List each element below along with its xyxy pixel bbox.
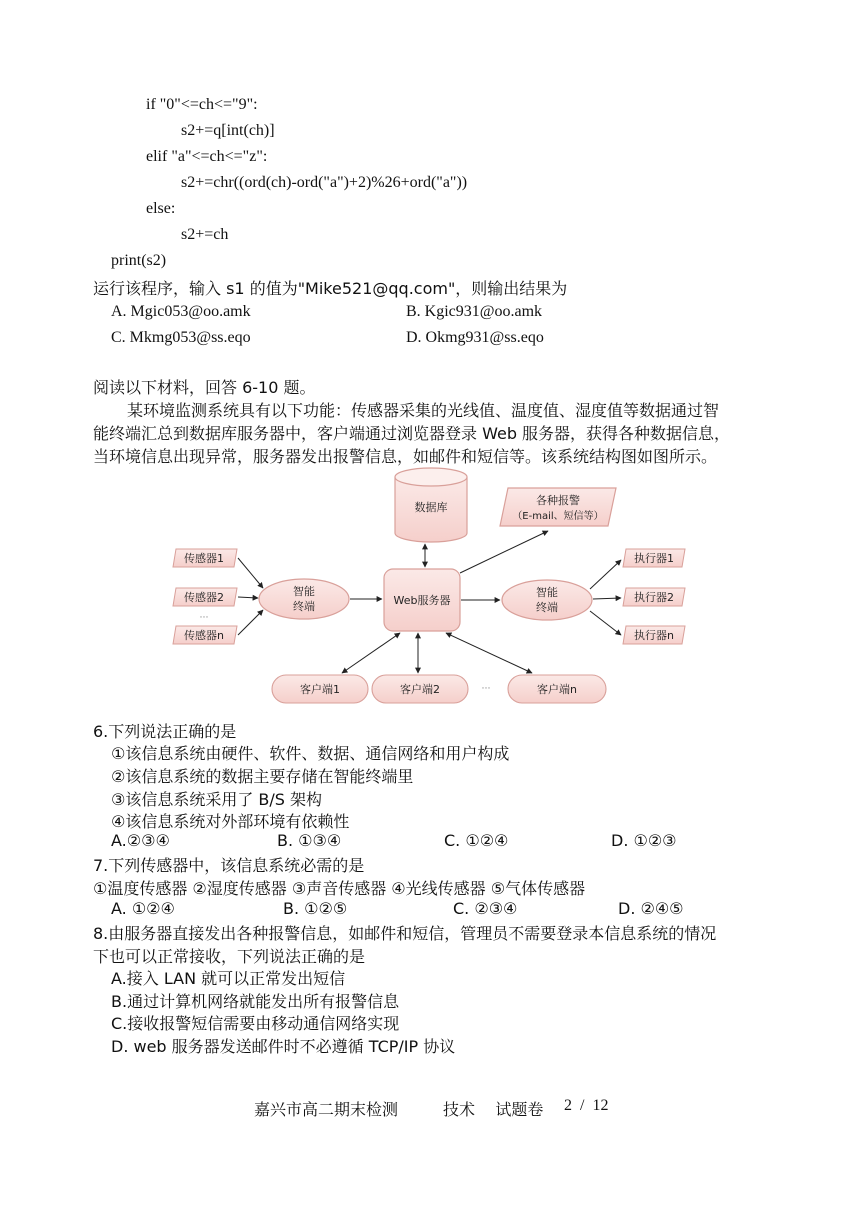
svg-text:执行器n: 执行器n — [634, 629, 674, 642]
material-line: 某环境监测系统具有以下功能：传感器采集的光线值、温度值、湿度值等数据通过智 — [127, 401, 720, 420]
q7-option-c: C. ②③④ — [453, 899, 518, 918]
sensor-node — [173, 549, 237, 567]
q8-stem: 下也可以正常接收，下列说法正确的是 — [93, 947, 366, 966]
q5-option-d: D. Okmg931@ss.eqo — [406, 329, 544, 346]
q8-option-b: B.通过计算机网络就能发出所有报警信息 — [111, 992, 400, 1011]
svg-text:智能: 智能 — [536, 586, 558, 599]
code-line: print(s2) — [111, 252, 167, 269]
svg-text:传感器n: 传感器n — [184, 629, 224, 642]
code-line: if "0"<=ch<="9": — [146, 96, 258, 113]
q6-option-c: C. ①②④ — [444, 831, 509, 850]
q7-option-d: D. ②④⑤ — [618, 899, 684, 918]
q5-stem: 运行该程序，输入 s1 的值为"Mike521@qq.com"，则输出结果为 — [93, 279, 568, 298]
q7-stem: 7.下列传感器中，该信息系统必需的是 — [93, 856, 365, 875]
footer-subject: 技术 试题卷 — [443, 1100, 544, 1119]
client-node — [272, 675, 368, 703]
footer-title: 嘉兴市高二期末检测 — [254, 1100, 399, 1119]
q5-option-a: A. Mgic053@oo.amk — [111, 303, 251, 320]
database-label: 数据库 — [414, 501, 448, 514]
code-line: else: — [146, 200, 176, 217]
code-line: s2+=ch — [181, 226, 229, 243]
q7-items: ①温度传感器 ②湿度传感器 ③声音传感器 ④光线传感器 ⑤气体传感器 — [93, 879, 586, 898]
actuator-node — [623, 549, 685, 567]
actuator-node — [623, 588, 685, 606]
sensor-node — [173, 626, 237, 644]
q6-item: ②该信息系统的数据主要存储在智能终端里 — [111, 767, 414, 786]
client-ellipsis: ··· — [481, 683, 491, 693]
alarm-sublabel: （E-mail、短信等） — [512, 511, 604, 522]
svg-text:传感器2: 传感器2 — [184, 591, 224, 604]
q6-item: ③该信息系统采用了 B/S 架构 — [111, 790, 323, 809]
q8-option-d: D. web 服务器发送邮件时不必遵循 TCP/IP 协议 — [111, 1037, 456, 1056]
web-server-node — [384, 569, 460, 631]
footer-page-number: 2 / 12 — [564, 1097, 609, 1114]
code-line: elif "a"<=ch<="z": — [146, 148, 268, 165]
q8-option-a: A.接入 LAN 就可以正常发出短信 — [111, 969, 346, 988]
smart-terminal-left — [259, 579, 349, 619]
svg-text:终端: 终端 — [293, 600, 315, 613]
smart-terminal-right — [502, 580, 592, 620]
svg-text:客户端n: 客户端n — [537, 683, 577, 696]
q5-option-b: B. Kgic931@oo.amk — [406, 303, 543, 320]
svg-text:客户端2: 客户端2 — [400, 683, 440, 696]
svg-text:传感器1: 传感器1 — [184, 552, 224, 565]
material-line: 能终端汇总到数据库服务器中，客户端通过浏览器登录 Web 服务器，获得各种数据信息， — [93, 424, 731, 443]
sensor-ellipsis: ··· — [199, 612, 209, 622]
material-line: 当环境信息出现异常，服务器发出报警信息，如邮件和短信等。该系统结构图如图所示。 — [93, 447, 718, 466]
svg-text:Web服务器: Web服务器 — [393, 594, 451, 607]
q6-option-d: D. ①②③ — [611, 831, 677, 850]
sensor-node — [173, 588, 237, 606]
q7-option-b: B. ①②⑤ — [283, 899, 348, 918]
q6-option-a: A.②③④ — [111, 831, 170, 850]
q6-item: ①该信息系统由硬件、软件、数据、通信网络和用户构成 — [111, 744, 510, 763]
alarm-label: 各种报警 — [536, 494, 580, 507]
code-line: s2+=q[int(ch)] — [181, 122, 275, 139]
svg-text:客户端1: 客户端1 — [300, 683, 340, 696]
svg-text:终端: 终端 — [536, 601, 558, 614]
alarm-node — [500, 488, 616, 526]
svg-text:智能: 智能 — [293, 585, 315, 598]
svg-text:执行器1: 执行器1 — [634, 552, 674, 565]
q6-stem: 6.下列说法正确的是 — [93, 722, 237, 741]
q6-item: ④该信息系统对外部环境有依赖性 — [111, 812, 350, 831]
q7-option-a: A. ①②④ — [111, 899, 175, 918]
client-node — [508, 675, 606, 703]
material-intro: 阅读以下材料，回答 6-10 题。 — [93, 378, 316, 397]
database-node — [395, 468, 467, 542]
svg-text:执行器2: 执行器2 — [634, 591, 674, 604]
actuator-node — [623, 626, 685, 644]
code-line: s2+=chr((ord(ch)-ord("a")+2)%26+ord("a")) — [181, 174, 468, 191]
system-structure-diagram — [160, 465, 700, 710]
q8-stem: 8.由服务器直接发出各种报警信息，如邮件和短信，管理员不需要登录本信息系统的情况 — [93, 924, 717, 943]
q8-option-c: C.接收报警短信需要由移动通信网络实现 — [111, 1014, 400, 1033]
q6-option-b: B. ①③④ — [277, 831, 342, 850]
client-node — [372, 675, 468, 703]
q5-option-c: C. Mkmg053@ss.eqo — [111, 329, 251, 346]
